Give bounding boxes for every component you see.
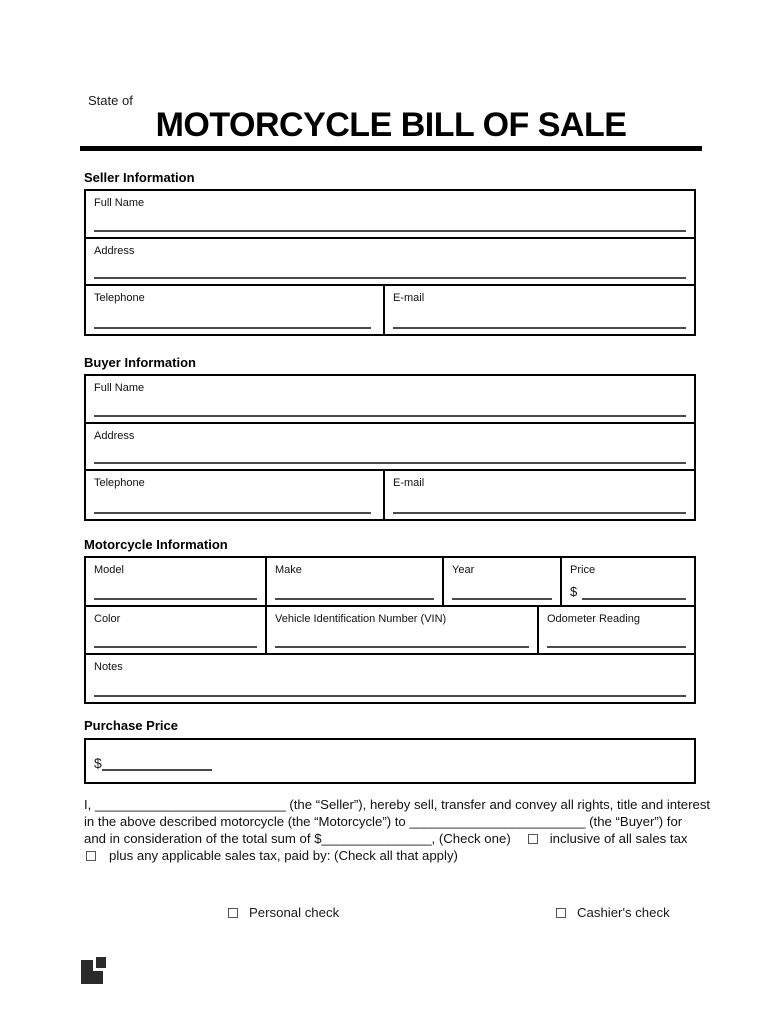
agreement-line3-mid: , (Check one) bbox=[431, 831, 511, 846]
motorcycle-price-input-line[interactable] bbox=[582, 598, 686, 600]
cashiers-check-label: Cashier's check bbox=[577, 905, 670, 920]
motorcycle-section-heading: Motorcycle Information bbox=[84, 537, 228, 552]
buyer-telephone-cell bbox=[86, 471, 383, 519]
agreement-line3-pre: and in consideration of the total sum of $ bbox=[84, 831, 322, 846]
motorcycle-year-label: Year bbox=[452, 564, 475, 576]
buyer-name-blank[interactable]: ________________________ bbox=[409, 814, 586, 829]
buyer-full-name-row bbox=[86, 376, 694, 422]
motorcycle-model-input-line[interactable] bbox=[94, 598, 257, 600]
motorcycle-odometer-label: Odometer Reading bbox=[547, 613, 640, 625]
cashiers-check-option bbox=[556, 905, 670, 920]
motorcycle-make-cell bbox=[265, 558, 442, 605]
buyer-address-row bbox=[86, 422, 694, 469]
agreement-line-3 bbox=[84, 830, 724, 847]
seller-contact-row bbox=[86, 284, 694, 334]
buyer-contact-row bbox=[86, 469, 694, 519]
seller-address-row bbox=[86, 237, 694, 284]
agreement-line2-post: (the “Buyer”) for bbox=[585, 814, 683, 829]
inclusive-sales-tax-checkbox[interactable] bbox=[528, 834, 538, 844]
motorcycle-price-label: Price bbox=[570, 564, 596, 576]
purchase-price-currency: $ bbox=[94, 755, 102, 771]
seller-email-input-line[interactable] bbox=[393, 327, 686, 329]
buyer-address-label: Address bbox=[94, 430, 135, 442]
title-underline bbox=[80, 146, 702, 151]
motorcycle-color-input-line[interactable] bbox=[94, 646, 257, 648]
page-title: MOTORCYCLE BILL OF SALE bbox=[155, 106, 627, 144]
personal-check-option bbox=[228, 905, 339, 920]
seller-email-cell bbox=[383, 286, 694, 334]
purchase-price-heading: Purchase Price bbox=[84, 718, 178, 733]
motorcycle-price-cell bbox=[560, 558, 694, 605]
plus-sales-tax-label: plus any applicable sales tax, paid by: (Check all that apply) bbox=[109, 848, 458, 863]
motorcycle-year-cell bbox=[442, 558, 560, 605]
purchase-price-box bbox=[84, 738, 696, 784]
agreement-paragraph bbox=[84, 796, 724, 864]
motorcycle-model-label: Model bbox=[94, 564, 124, 576]
buyer-full-name-input-line[interactable] bbox=[94, 415, 686, 417]
seller-telephone-label: Telephone bbox=[94, 292, 145, 304]
motorcycle-notes-row bbox=[86, 653, 694, 702]
motorcycle-color-label: Color bbox=[94, 613, 121, 625]
motorcycle-row-1 bbox=[86, 558, 694, 605]
buyer-section-heading: Buyer Information bbox=[84, 355, 196, 370]
buyer-email-cell bbox=[383, 471, 694, 519]
motorcycle-make-label: Make bbox=[275, 564, 302, 576]
agreement-line1-post: (the “Seller”), hereby sell, transfer and convey all rights, title and interest bbox=[285, 797, 711, 812]
seller-info-box bbox=[84, 189, 696, 336]
agreement-line2-pre: in the above described motorcycle (the “Motorcycle”) to bbox=[84, 814, 410, 829]
seller-address-label: Address bbox=[94, 245, 135, 257]
plus-sales-tax-checkbox[interactable] bbox=[86, 851, 96, 861]
buyer-info-box bbox=[84, 374, 696, 521]
seller-full-name-label: Full Name bbox=[94, 197, 145, 209]
motorcycle-row-2 bbox=[86, 605, 694, 653]
motorcycle-notes-label: Notes bbox=[94, 661, 123, 673]
agreement-line-1 bbox=[84, 796, 724, 813]
cashiers-check-checkbox[interactable] bbox=[556, 908, 566, 918]
inclusive-sales-tax-label: inclusive of all sales tax bbox=[549, 831, 688, 846]
motorcycle-color-cell bbox=[86, 607, 265, 653]
motorcycle-odometer-cell bbox=[537, 607, 694, 653]
buyer-email-input-line[interactable] bbox=[393, 512, 686, 514]
seller-telephone-cell bbox=[86, 286, 383, 334]
seller-telephone-input-line[interactable] bbox=[94, 327, 371, 329]
seller-email-label: E-mail bbox=[393, 292, 425, 304]
buyer-telephone-label: Telephone bbox=[94, 477, 145, 489]
motorcycle-vin-input-line[interactable] bbox=[275, 646, 529, 648]
personal-check-checkbox[interactable] bbox=[228, 908, 238, 918]
agreement-line-4 bbox=[84, 847, 724, 864]
buyer-full-name-label: Full Name bbox=[94, 382, 145, 394]
seller-full-name-row bbox=[86, 191, 694, 237]
motorcycle-year-input-line[interactable] bbox=[452, 598, 552, 600]
motorcycle-model-cell bbox=[86, 558, 265, 605]
motorcycle-info-box bbox=[84, 556, 696, 704]
purchase-price-input-line[interactable] bbox=[102, 757, 212, 771]
motorcycle-make-input-line[interactable] bbox=[275, 598, 434, 600]
motorcycle-vin-cell bbox=[265, 607, 537, 653]
seller-address-input-line[interactable] bbox=[94, 277, 686, 279]
seller-full-name-input-line[interactable] bbox=[94, 230, 686, 232]
motorcycle-vin-label: Vehicle Identification Number (VIN) bbox=[275, 613, 447, 625]
seller-name-blank[interactable]: __________________________ bbox=[95, 797, 286, 812]
buyer-address-input-line[interactable] bbox=[94, 462, 686, 464]
personal-check-label: Personal check bbox=[249, 905, 340, 920]
legal-templates-logo-icon bbox=[80, 957, 108, 985]
buyer-email-label: E-mail bbox=[393, 477, 425, 489]
buyer-telephone-input-line[interactable] bbox=[94, 512, 371, 514]
state-of-label: State of bbox=[88, 93, 133, 108]
motorcycle-odometer-input-line[interactable] bbox=[547, 646, 686, 648]
agreement-line1-pre: I, bbox=[84, 797, 95, 812]
total-sum-blank[interactable]: _______________ bbox=[321, 831, 432, 846]
motorcycle-notes-input-line[interactable] bbox=[94, 695, 686, 697]
seller-section-heading: Seller Information bbox=[84, 170, 195, 185]
agreement-line-2 bbox=[84, 813, 724, 830]
motorcycle-price-currency: $ bbox=[570, 584, 578, 599]
